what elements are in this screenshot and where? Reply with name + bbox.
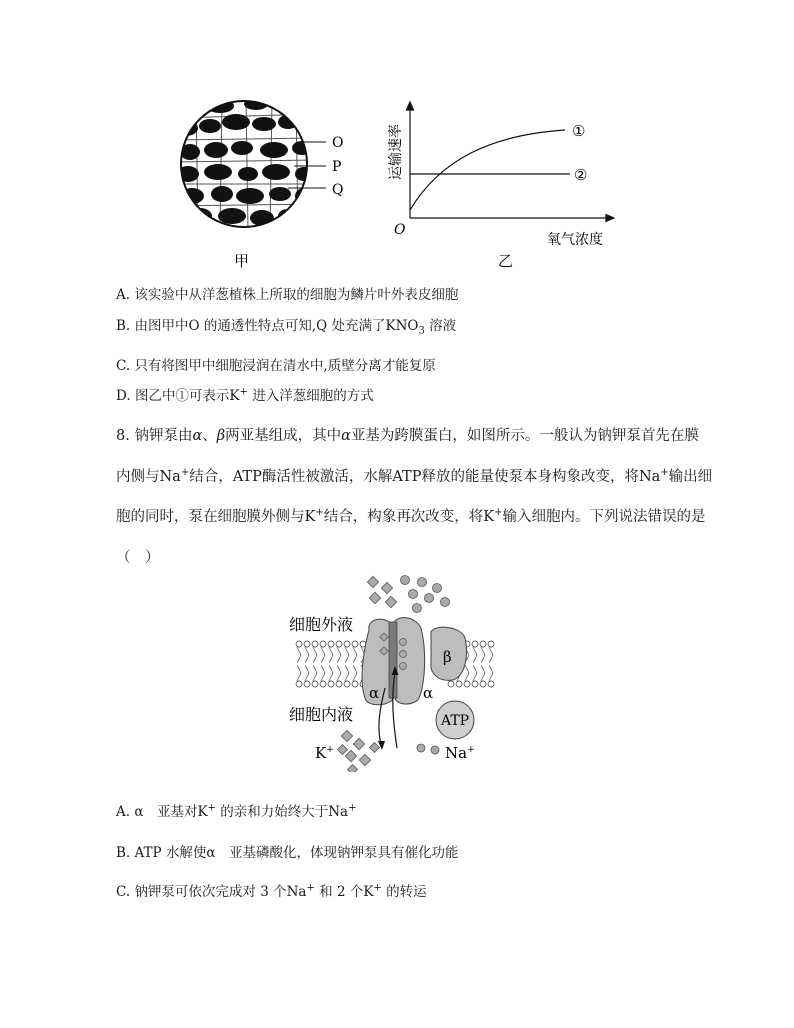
y-axis-label: 运输速率: [388, 124, 404, 180]
atp-label: ATP: [441, 713, 470, 729]
q8-option-a[interactable]: A. α 亚基对K+ 的亲和力始终大于Na+: [116, 802, 357, 820]
q7-option-c[interactable]: C. 只有将图甲中细胞浸润在清水中,质壁分离才能复原: [116, 358, 436, 374]
inside-label: 细胞内液: [289, 705, 354, 724]
alpha-right-label: α: [423, 684, 434, 702]
q7-option-d[interactable]: D. 图乙中①可表示K+ 进入洋葱细胞的方式: [116, 386, 374, 404]
outside-label: 细胞外液: [289, 615, 354, 634]
q8-option-b[interactable]: B. ATP 水解使α 亚基磷酸化，体现钠钾泵具有催化功能: [116, 845, 459, 861]
figure-jia: [176, 100, 366, 270]
x-axis-label: 氧气浓度: [547, 232, 603, 248]
q7-option-b[interactable]: B. 由图甲中O 的通透性特点可知,Q 处充满了$KNO_3$ 溶液: [116, 318, 457, 337]
label-q: Q: [332, 182, 344, 198]
alpha-left-label: α: [369, 684, 380, 702]
caption-yi: 乙: [498, 252, 514, 270]
figure-yi: [380, 100, 620, 270]
origin-label: O: [394, 222, 406, 238]
label-p: P: [332, 159, 342, 175]
q8-option-c[interactable]: C. 钠钾泵可依次完成对 3 个Na+ 和 2 个K+ 的转运: [116, 882, 427, 900]
k-label: K+: [315, 744, 334, 762]
beta-label: β: [443, 648, 452, 666]
q8-answer-paren: （ ）: [116, 550, 160, 566]
caption-jia: 甲: [234, 252, 250, 270]
q8-stem-line-3: 胞的同时，泵在细胞膜外侧与K+结合，构象再次改变，将K+输入细胞内。下列说法错误的是: [116, 507, 706, 525]
q8-stem-line-2: 内侧与Na+结合，ATP酶活性被激活，水解ATP释放的能量使泵本身构象改变，将Na+输出细: [116, 467, 713, 485]
curve-2-label: ②: [574, 166, 588, 184]
q8-stem-line-1: 8. 钠钾泵由α、β两亚基组成，其中α亚基为跨膜蛋白，如图所示。一般认为钠钾泵首先在膜: [116, 428, 699, 444]
label-o: O: [332, 135, 344, 151]
na-label: Na+: [445, 744, 475, 762]
q7-option-a[interactable]: A. 该实验中从洋葱植株上所取的细胞为鳞片叶外表皮细胞: [116, 287, 459, 303]
figure-pump: [285, 572, 500, 772]
curve-1-label: ①: [572, 122, 586, 140]
curve-1: [410, 130, 565, 210]
